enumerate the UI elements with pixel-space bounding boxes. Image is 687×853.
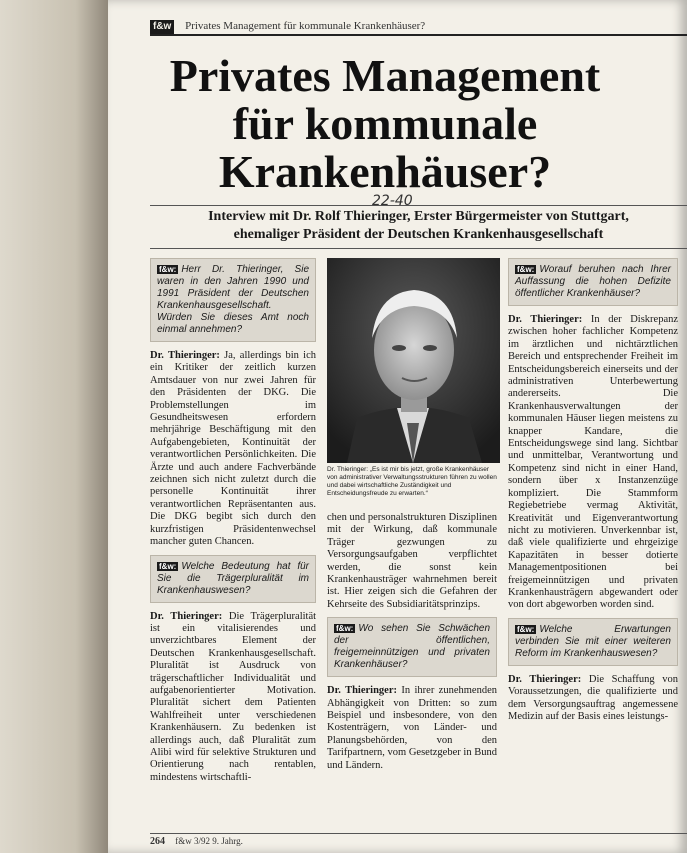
question-tag: f&w:	[517, 265, 535, 274]
article-subtitle	[150, 208, 687, 244]
speaker-label: Dr. Thieringer:	[508, 673, 582, 685]
portrait-illustration	[327, 258, 500, 463]
answer-paragraph	[327, 685, 497, 772]
journal-issue: f&w 3/92 9. Jahrg.	[175, 836, 243, 846]
answer-paragraph	[508, 674, 678, 724]
answer-paragraph	[508, 314, 678, 612]
divider-top	[150, 205, 687, 206]
answer-text: Die Trägerpluralität ist ein vitalisierendes und unverzichtbares Element der Deutschen Krankenhausgesellschaft. Pluralität ist Ausdruck von trägerschaftlicher Individualität und aufgabenorientierter Motivation. Pluralität sichert dem Patienten Wahlfreiheit unter verschiedenen Krankenhäusern. Zu bedenken ist allerdings auch, daß Pluralität zum Alibi wird für selektive Strukturen und Orientierung nach rentablen, mindestens wirtschaftli-	[150, 610, 317, 783]
question-tag: f&w:	[159, 561, 177, 571]
portrait-photo	[327, 258, 500, 463]
question-box	[327, 617, 497, 677]
page-number: 264	[150, 836, 165, 847]
question-text: Welche Bedeutung hat für Sie die Trägerpluralität im Krankenhauswesen?	[157, 560, 309, 596]
book-binding	[0, 0, 108, 853]
photo-caption: Dr. Thieringer: „Es ist mir bis jetzt, große Krankenhäuser von administrativer Verwaltungsstrukturen führen zu wollen und dabei wirtschaftliche Zuständigkeit und Entscheidungsfreude zu erwarten.“	[327, 466, 497, 497]
answer-text: chen und personalstrukturen Disziplinen mit der Wirkung, daß kommunale Träger gezwungen zu Versorgungsaufgaben verpflichtet werden, die sonst kein Krankenhausträger wahrnehmen bereit ist. Hier zeigen sich die Gefahren der Kehrseite des Subsidiaritätsprinzips.	[327, 512, 497, 610]
running-header	[150, 18, 687, 36]
question-tag: f&w:	[336, 624, 354, 634]
question-text: Herr Dr. Thieringer, Sie waren in den Jahren 1990 und 1991 Präsident der Deutschen Krankenhausgesellschaft. Würden Sie dieses Amt noch einmal annehmen?	[157, 264, 309, 335]
subtitle-line-2: ehemaliger Präsident der Deutschen Krankenhausgesellschaft	[233, 227, 604, 242]
answer-text: In ihrer zunehmenden Abhängigkeit von Dritten: so zum Beispiel und insbesondere, von den Kostenträgern, von Länder- und Planungsbehörden, von den Tarifpartnern, vom Gesetzgeber in Bund und Ländern.	[327, 685, 497, 771]
divider-bottom	[150, 248, 687, 249]
running-title: Privates Management für kommunale Krankenhäuser?	[185, 20, 426, 32]
answer-text: Die Schaffung von Voraussetzungen, die qualifizierte und dem Versorgungsauftrag angemessene Medizin auf der Basis eines leistungs-	[508, 673, 678, 722]
page-footer	[150, 833, 687, 847]
question-text: Wo sehen Sie Schwächen der öffentlichen, freigemeinnützigen und privaten Krankenhäuser?	[334, 623, 490, 671]
answer-paragraph	[150, 350, 316, 549]
speaker-label: Dr. Thieringer:	[327, 685, 397, 697]
column-1	[150, 258, 316, 790]
speaker-label: Dr. Thieringer:	[150, 610, 223, 622]
handwritten-note: 22-40	[372, 193, 413, 209]
question-text: Welche Erwartungen verbinden Sie mit einer weiteren Reform im Krankenhauswesen?	[515, 623, 671, 659]
answer-text: In der Diskrepanz zwischen hoher fachlicher Kompetenz im ärztlichen und nichtärztlichen Bereich und entsprechender Freiheit im Entscheidungsbereich einerseits und der administrativen Unterbewertung andererseits. Die Krankenhausverwaltungen der kommunalen Häuser liegen meistens zu knapper Kandare, die Entscheidungswege sind lang. Sichtbar und unmittelbar, Verantwortung und Kompetenz sind nicht in einer Hand, sondern über x Instanzenzüge kompliziert. Die Stammform Regiebetriebe vermag Aktivität, Kreativität und Eigenverantwortung nicht zu motivieren. Unverkennbar ist, daß viele qualifizierte und ehrgeizige Kapazitäten in besser dotierte Managementpositionen bei freigemeinnützigen und privaten Krankenhausträgern abgewandert oder von dort abgeworben worden sind.	[508, 314, 679, 611]
answer-paragraph	[327, 512, 497, 611]
answer-paragraph	[150, 611, 316, 785]
column-3	[508, 258, 678, 729]
speaker-label: Dr. Thieringer:	[150, 350, 220, 361]
subtitle-line-1: Interview mit Dr. Rolf Thieringer, Erster Bürgermeister von Stuttgart,	[208, 209, 629, 224]
speaker-label: Dr. Thieringer:	[508, 314, 583, 325]
question-box	[508, 258, 678, 306]
question-text: Worauf beruhen nach Ihrer Auffassung die hohen Defizite öffentlicher Krankenhäuser?	[515, 264, 671, 299]
question-box	[150, 555, 316, 603]
journal-logo: f&w	[150, 20, 174, 34]
article-headline: Privates Management für kommunale Krankenhäuser?	[169, 50, 601, 197]
question-tag: f&w:	[517, 624, 535, 634]
question-box	[508, 618, 678, 666]
column-2	[327, 512, 497, 778]
answer-text: Ja, allerdings bin ich ein Kritiker der zeitlich kurzen Amtsdauer von nur zwei Jahren für den Präsidenten der DKG. Die Problemstellungen im Gesundheitswesen erfordern mehrjährige Beschäftigung mit den Aufgabengebieten, Kontinuität der verantwortlichen Persönlichkeiten. Die Ärzte und auch andere Fachverbände zeichnen sich nicht zuletzt durch die personelle Kontinuität ihrer verantwortlichen Repräsentanten aus. Die DKG begibt sich durch den kurzfristigen Präsidentenwechsel mancher guten Chancen.	[150, 350, 316, 548]
question-tag: f&w:	[159, 265, 177, 274]
question-box	[150, 258, 316, 342]
